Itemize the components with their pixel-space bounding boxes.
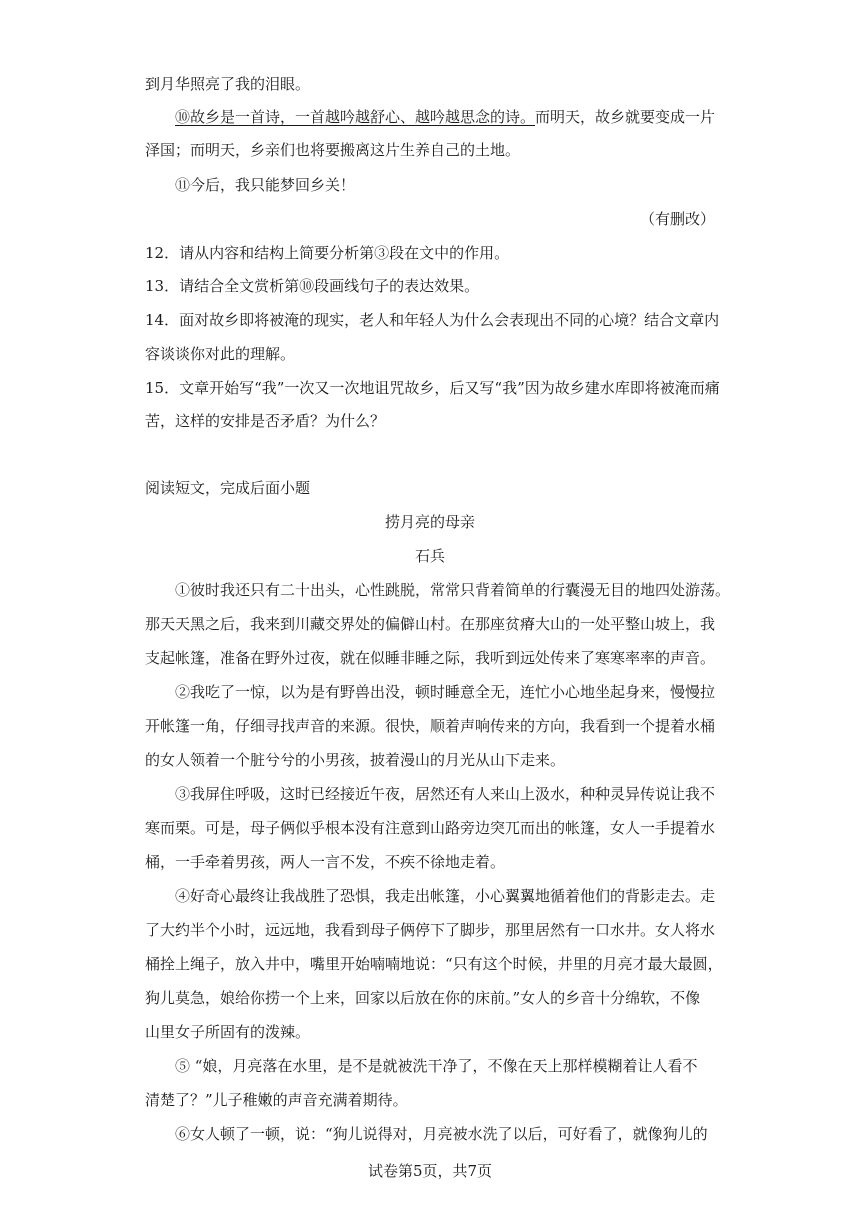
article-line: ④好奇心最终让我战胜了恐惧，我走出帐篷，小心翼翼地循着他们的背影走去。走 [175,887,716,905]
underlined-sentence: ⑩故乡是一首诗，一首越吟越舒心、越吟越思念的诗。 [175,108,536,126]
paragraph-10 [145,106,715,128]
passage-line: 到月华照亮了我的泪眼。 [145,75,311,93]
article-line: 那天天黑之后，我来到川藏交界处的偏僻山村。在那座贫瘠大山的一处平整山坡上，我 [145,615,716,633]
question-14-line-1: 14．面对故乡即将被淹的现实，老人和年轻人为什么会表现出不同的心境？结合文章内 [145,311,720,329]
article-line: 寒而栗。可是，母子俩似乎根本没有注意到山路旁边突兀而出的帐篷，女人一手提着水 [145,819,716,837]
article-line: 了大约半个小时，远远地，我看到母子俩停下了脚步，那里居然有一口水井。女人将水 [145,921,716,939]
reading-instruction: 阅读短文，完成后面小题 [145,479,311,497]
article-line: 桶拴上绳子，放入井中，嘴里开始喃喃地说：“只有这个时候，井里的月亮才最大最圆， [145,955,723,973]
article-line: ③我屏住呼吸，这时已经接近午夜，居然还有人来山上汲水，种种灵异传说让我不 [175,785,716,803]
article-title: 捞月亮的母亲 [384,513,475,531]
article-line: ⑥女人顿了一顿，说：“狗儿说得对，月亮被水洗了以后，可好看了，就像狗儿的 [175,1125,708,1143]
page-footer: 试卷第5页，共7页 [367,1162,493,1180]
article-line: ①彼时我还只有二十出头，心性跳脱，常常只背着简单的行囊漫无目的地四处游荡。 [175,581,731,599]
question-15-line-1: 15．文章开始写“我”一次又一次地诅咒故乡，后又写“我”因为故乡建水库即将被淹而痛 [145,379,720,397]
article-line: 的女人领着一个脏兮兮的小男孩，披着漫山的月光从山下走来。 [145,751,566,769]
edit-note: （有删改） [639,210,715,228]
paragraph-11: ⑪今后，我只能梦回乡关！ [175,176,356,194]
question-13: 13．请结合全文赏析第⑩段画线句子的表达效果。 [145,277,480,295]
article-line: 桶，一手牵着男孩，两人一言不发，不疾不徐地走着。 [145,853,506,871]
paragraph-10-rest: 而明天，故乡就要变成一片 [535,108,716,126]
article-line: 支起帐篷，准备在野外过夜，就在似睡非睡之际，我听到远处传来了寒寒率率的声音。 [145,649,716,667]
question-12: 12．请从内容和结构上简要分析第③段在文中的作用。 [145,244,510,262]
article-author: 石兵 [414,547,445,565]
passage-line: 泽国；而明天，乡亲们也将要搬离这片生养自己的土地。 [145,141,521,159]
article-line: 狗儿莫急，娘给你捞一个上来，回家以后放在你的床前。”女人的乡音十分绵软，不像 [145,989,701,1007]
question-15-line-2: 苦，这样的安排是否矛盾？为什么？ [145,412,386,430]
article-line: 清楚了？”儿子稚嫩的声音充满着期待。 [145,1091,408,1109]
article-line: ⑤ “娘，月亮落在水里，是不是就被洗干净了，不像在天上那样模糊着让人看不 [175,1057,698,1075]
article-line: 山里女子所固有的泼辣。 [145,1023,311,1041]
article-line: ②我吃了一惊，以为是有野兽出没，顿时睡意全无，连忙小心地坐起身来，慢慢拉 [175,683,716,701]
article-line: 开帐篷一角，仔细寻找声音的来源。很快，顺着声响传来的方向，我看到一个提着水桶 [145,717,716,735]
question-14-line-2: 容谈谈你对此的理解。 [145,345,296,363]
